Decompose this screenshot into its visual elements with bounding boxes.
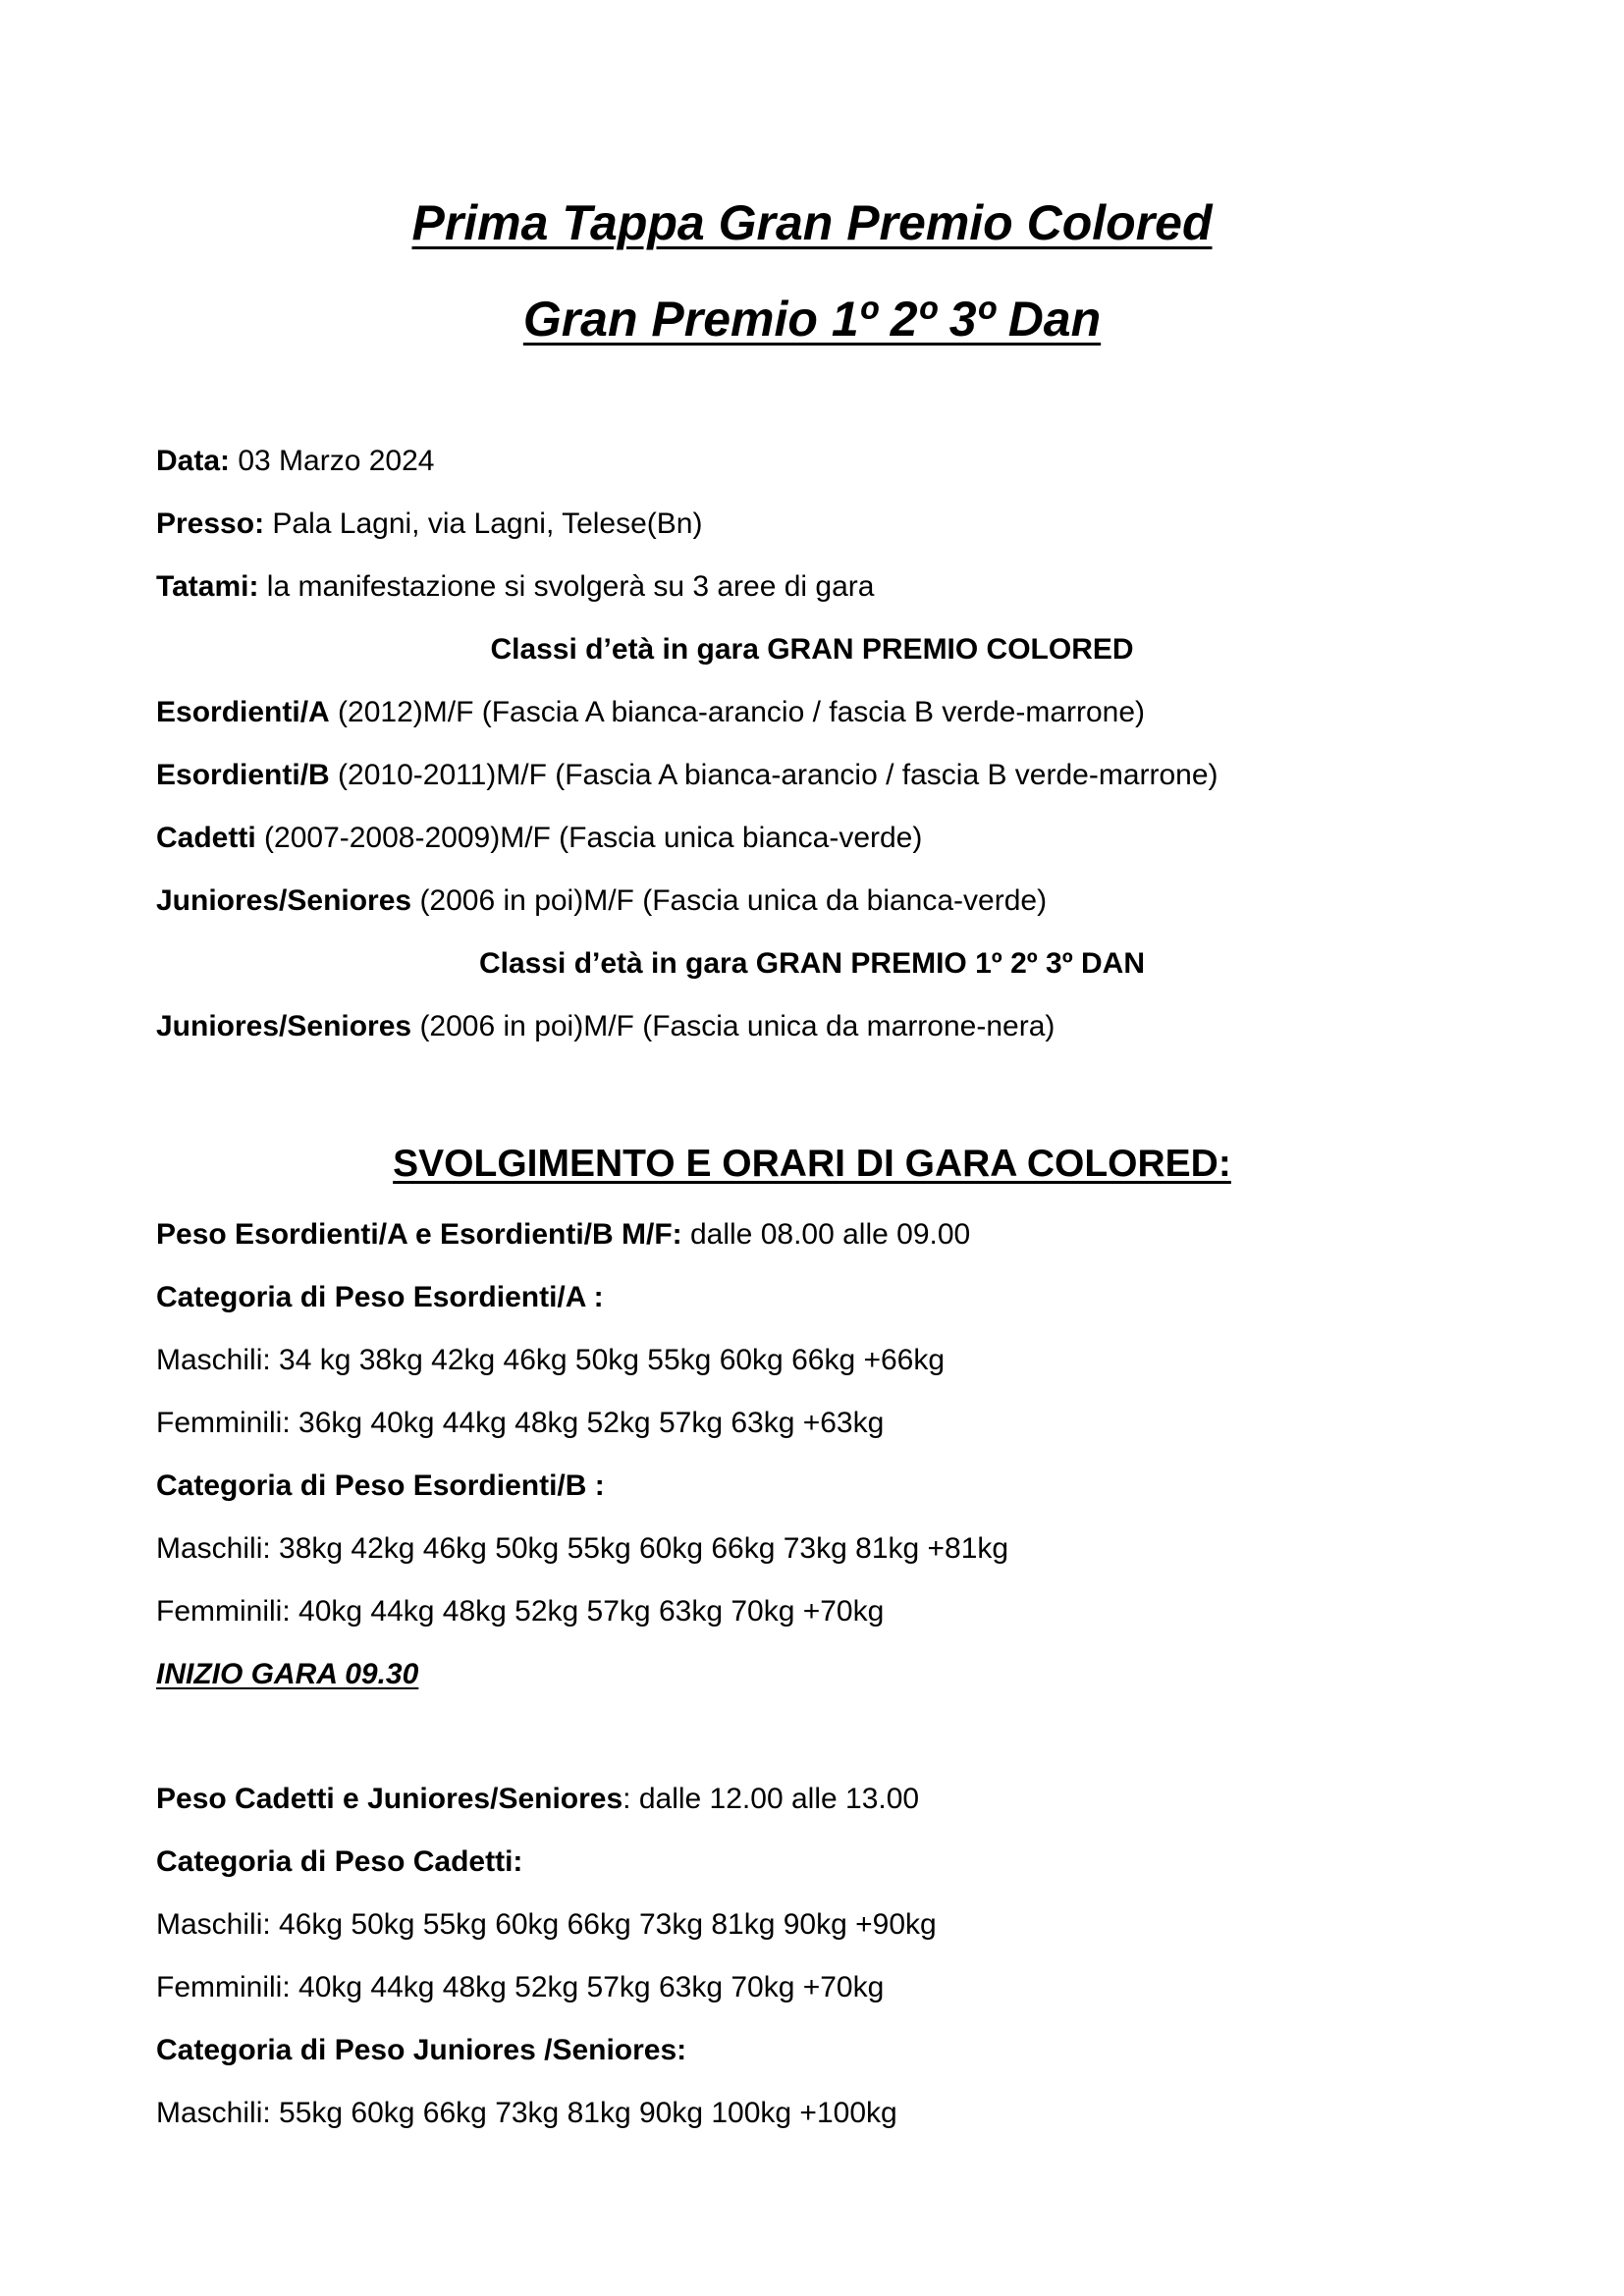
date-value: 03 Marzo 2024 [230,445,435,477]
weights-female: Femminili: 36kg 40kg 44kg 48kg 52kg 57kg 63kg +63kg [156,1407,885,1439]
class-item [156,695,1145,730]
weights-male: Maschili: 46kg 50kg 55kg 60kg 66kg 73kg 81kg 90kg +90kg [156,1908,937,1941]
class-detail: (2007-2008-2009)M/F (Fascia unica bianca-verde) [255,822,923,854]
weights-female: Femminili: 40kg 44kg 48kg 52kg 57kg 63kg 70kg +70kg [156,1595,885,1628]
weights-male: Maschili: 34 kg 38kg 42kg 46kg 50kg 55kg 60kg 66kg +66kg [156,1344,946,1376]
class-detail: (2010-2011)M/F (Fascia A bianca-arancio / fascia B verde-marrone) [329,759,1218,791]
weigh-in-time: dalle 08.00 alle 09.00 [681,1218,971,1251]
dan-classes-heading: Classi d’età in gara GRAN PREMIO 1º 2º 3º DAN [478,947,1146,980]
date-line [156,444,434,479]
start-time-1: INIZIO GARA 09.30 [156,1658,419,1690]
class-name: Juniores/Seniores [156,1010,412,1042]
category-heading-juniores-seniores: Categoria di Peso Juniores /Seniores: [156,2034,687,2066]
class-detail: (2006 in poi)M/F (Fascia unica da bianca-verde) [411,884,1048,917]
weigh-in-esordienti [156,1217,970,1253]
tatami-value: la manifestazione si svolgerà su 3 aree di gara [258,570,875,603]
class-name: Esordienti/A [156,696,330,728]
class-detail: (2006 in poi)M/F (Fascia unica da marrone-nera) [411,1010,1056,1042]
category-heading-esordienti-b: Categoria di Peso Esordienti/B : [156,1469,605,1502]
class-item [156,758,1218,793]
weigh-in-label: Peso Cadetti e Juniores/Seniores [156,1783,623,1815]
schedule-heading: SVOLGIMENTO E ORARI DI GARA COLORED: [393,1143,1231,1185]
venue-value: Pala Lagni, via Lagni, Telese(Bn) [264,507,703,540]
colored-classes-heading: Classi d’età in gara GRAN PREMIO COLORED [490,633,1134,666]
venue-line [156,507,702,542]
weights-male: Maschili: 55kg 60kg 66kg 73kg 81kg 90kg 100kg +100kg [156,2097,897,2129]
class-name: Cadetti [156,822,256,854]
weights-male: Maschili: 38kg 42kg 46kg 50kg 55kg 60kg 66kg 73kg 81kg +81kg [156,1532,1009,1565]
class-item [156,883,1047,919]
weights-female: Femminili: 40kg 44kg 48kg 52kg 57kg 63kg 70kg +70kg [156,1971,885,2003]
venue-label: Presso: [156,507,265,540]
weigh-in-cadetti-juniores [156,1782,919,1817]
weigh-in-time: : dalle 12.00 alle 13.00 [623,1783,920,1815]
class-item [156,1009,1055,1044]
tatami-label: Tatami: [156,570,259,603]
tatami-line [156,569,874,605]
class-name: Esordienti/B [156,759,330,791]
class-item [156,821,922,856]
category-heading-cadetti: Categoria di Peso Cadetti: [156,1845,523,1878]
document-title: Prima Tappa Gran Premio Colored [411,195,1213,250]
weigh-in-label: Peso Esordienti/A e Esordienti/B M/F: [156,1218,682,1251]
document-subtitle: Gran Premio 1º 2º 3º Dan [522,292,1102,347]
date-label: Data: [156,445,231,477]
class-detail: (2012)M/F (Fascia A bianca-arancio / fascia B verde-marrone) [329,696,1146,728]
class-name: Juniores/Seniores [156,884,412,917]
category-heading-esordienti-a: Categoria di Peso Esordienti/A : [156,1281,604,1313]
